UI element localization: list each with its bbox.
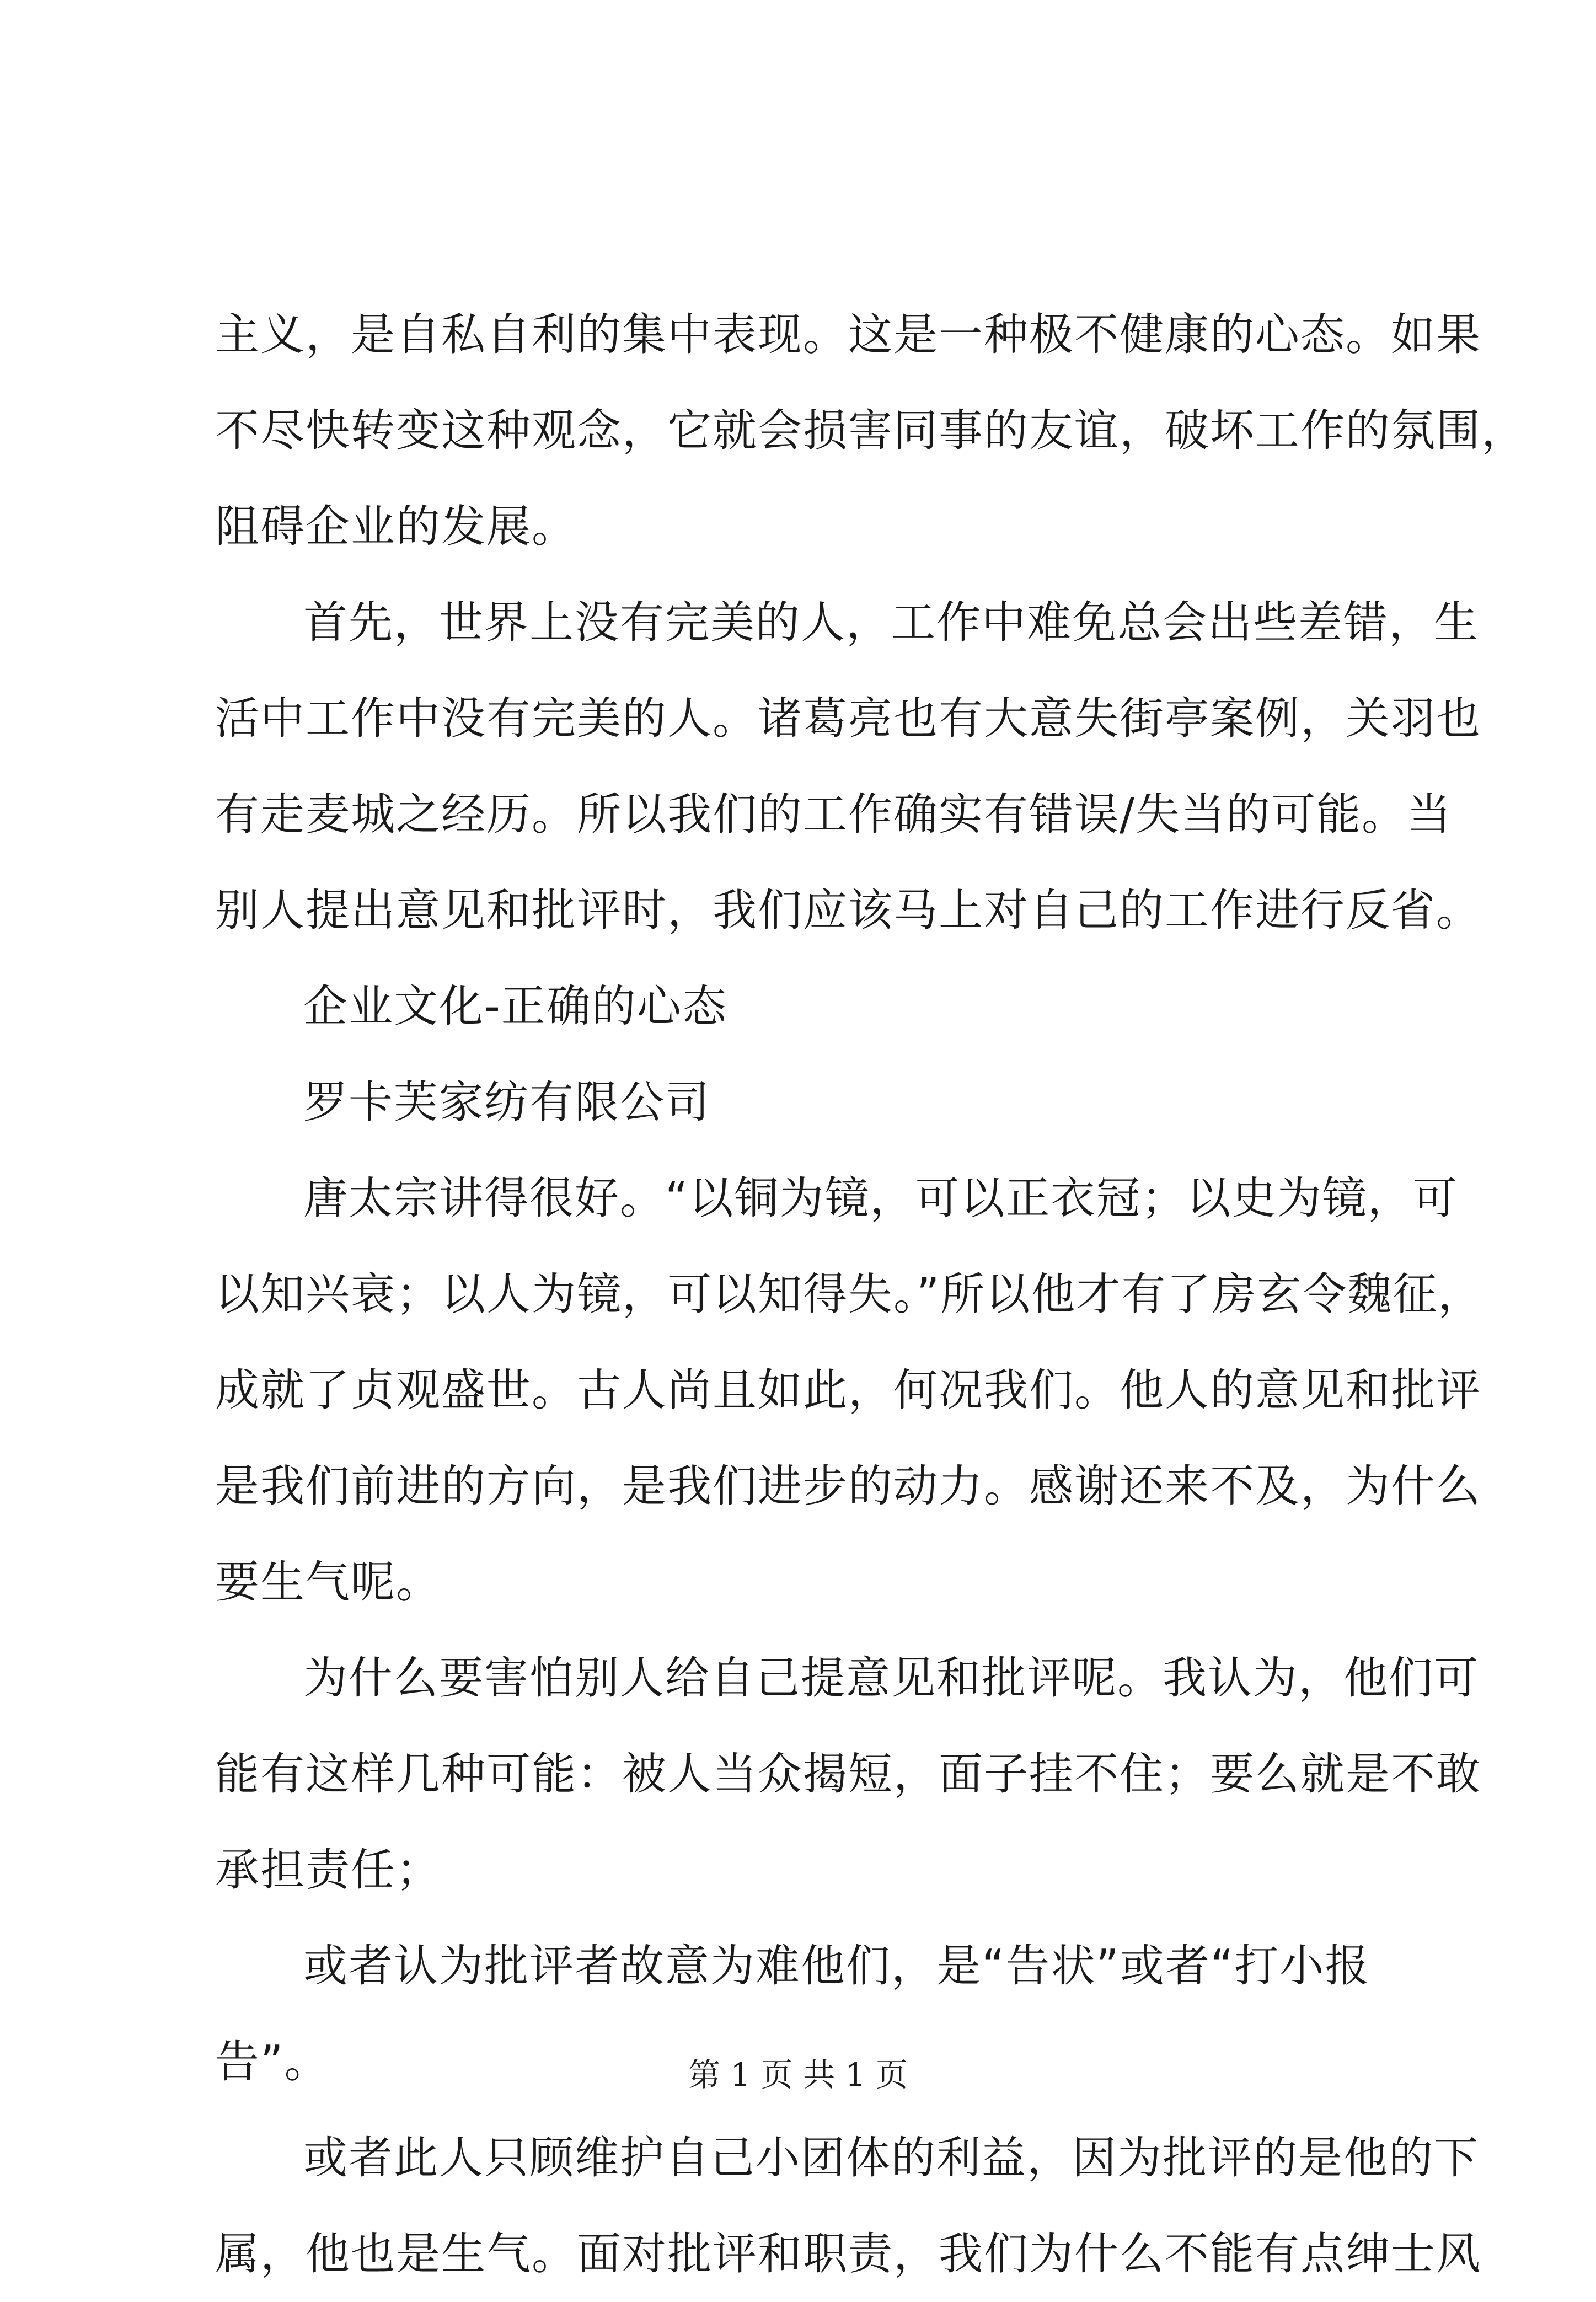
text-line: 为什么要害怕别人给自己提意见和批评呢。我认为，他们可 — [303, 1652, 1479, 1704]
page-number-footer: 第 1 页 共 1 页 — [688, 2056, 908, 2094]
text-line: 告”。 — [215, 2036, 330, 2087]
text-line: 首先，世界上没有完美的人，工作中难免总会出些差错，生 — [303, 597, 1479, 648]
text-line: 或者认为批评者故意为难他们，是“告状”或者“打小报 — [303, 1940, 1370, 1992]
text-line: 活中工作中没有完美的人。诸葛亮也有大意失街亭案例，关羽也 — [215, 693, 1481, 744]
text-line: 有走麦城之经历。所以我们的工作确实有错误/失当的可能。当 — [215, 789, 1452, 840]
section-heading: 企业文化-正确的心态 — [303, 981, 727, 1032]
document-body — [215, 287, 1527, 2302]
text-line: 是我们前进的方向，是我们进步的动力。感谢还来不及，为什么 — [215, 1460, 1481, 1512]
text-line: 属，他也是生气。面对批评和职责，我们为什么不能有点绅士风 — [215, 2228, 1481, 2279]
text-line: 唐太宗讲得很好。“以铜为镜，可以正衣冠；以史为镜，可 — [303, 1173, 1458, 1224]
text-line: 成就了贞观盛世。古人尚且如此，何况我们。他人的意见和批评 — [215, 1364, 1481, 1416]
company-name: 罗卡芙家纺有限公司 — [303, 1077, 710, 1128]
text-line: 阻碍企业的发展。 — [215, 501, 577, 552]
text-line: 或者此人只顾维护自己小团体的利益，因为批评的是他的下 — [303, 2132, 1479, 2183]
text-line: 能有这样几种可能：被人当众揭短，面子挂不住；要么就是不敢 — [215, 1748, 1481, 1800]
text-line: 承担责任； — [215, 1844, 441, 1896]
text-line: 别人提出意见和批评时，我们应该马上对自己的工作进行反省。 — [215, 885, 1481, 936]
text-line: 以知兴衰；以人为镜，可以知得失。”所以他才有了房玄令魏征， — [215, 1268, 1483, 1320]
text-line: 主义，是自私自利的集中表现。这是一种极不健康的心态。如果 — [215, 309, 1481, 360]
text-line: 要生气呢。 — [215, 1556, 441, 1608]
text-line: 不尽快转变这种观念，它就会损害同事的友谊，破坏工作的氛围， — [215, 405, 1527, 456]
